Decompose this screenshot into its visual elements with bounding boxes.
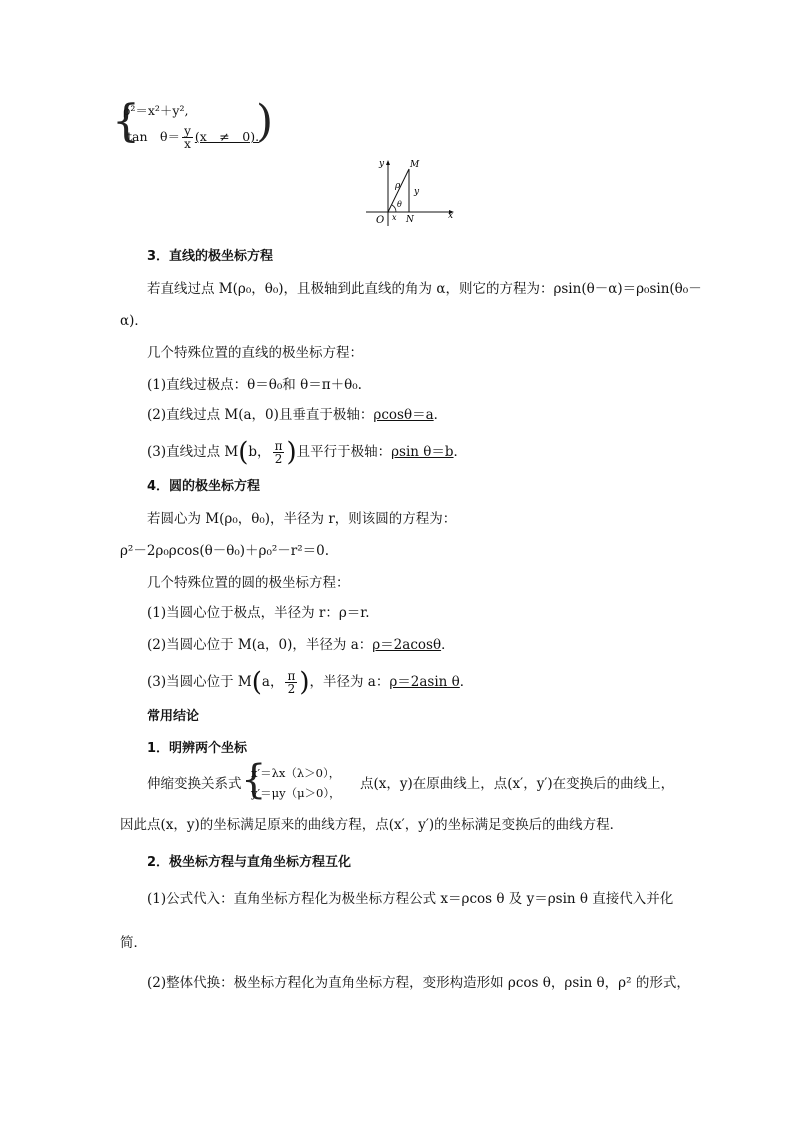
pi-over-two-fraction [273, 440, 285, 465]
section3-item3-prefix: (3)直线过点 M [147, 444, 239, 460]
conclusion1-line2: 因此点(x，y)的坐标满足原来的曲线方程，点(x′，y′)的坐标满足变换后的曲线方程． [120, 817, 624, 833]
section3-item3-end: ． [453, 444, 468, 460]
section3-item3-b: b， [248, 444, 271, 460]
close-paren-large: ) [286, 437, 297, 468]
polar-coordinate-figure [364, 156, 464, 228]
section4-para1: 若圆心为 M(ρ₀，θ₀)，半径为 r，则该圆的方程为： [147, 511, 457, 527]
section3-item3-mid: 且平行于极轴： [296, 444, 392, 460]
label-seg-x: x [392, 213, 397, 222]
conclusion1-suffix: 点(x，y)在原曲线上，点(x′，y′)在变换后的曲线上， [360, 776, 675, 792]
label-theta: θ [397, 200, 402, 209]
label-rho: ρ [395, 181, 401, 191]
section4-heading: 4．圆的极坐标方程 [147, 479, 261, 494]
fraction-numerator: y [184, 124, 191, 138]
formula-line-2-prefix: tan θ＝ [127, 129, 181, 144]
section3-para1-a: 若直线过点 M(ρ₀，θ₀)，且极轴到此直线的角为 α，则它的方程为：ρsin(θ－α)＝ρ₀sin(θ₀－ [147, 281, 702, 297]
conclusion2-item1-b: 简． [120, 935, 147, 951]
section4-item2-prefix: (2)当圆心位于 M(a，0)，半径为 a： [147, 637, 373, 653]
section4-item2-answer: ρ＝2acosθ [372, 637, 442, 653]
two-denominator: 2 [274, 452, 283, 466]
label-origin: O [376, 215, 385, 226]
conclusion1-prefix: 伸缩变换关系式 [147, 776, 242, 792]
pi-over-two-fraction [285, 670, 297, 695]
pi-numerator: π [274, 439, 283, 453]
label-seg-y: y [414, 187, 420, 197]
formula-line-1: ρ²＝x²＋y², [123, 103, 189, 118]
formula-fraction [182, 125, 193, 150]
section3-item2 [147, 406, 447, 424]
label-point-n: N [406, 215, 414, 225]
formula-condition: (x ≠ 0). [194, 129, 260, 144]
section3-heading: 3．直线的极坐标方程 [147, 249, 274, 264]
section4-item2 [147, 636, 455, 654]
section4-item3-mid: ，半径为 a： [309, 674, 390, 690]
section3-item2-prefix: (2)直线过点 M(a，0)且垂直于极轴： [147, 407, 374, 423]
y-axis-arrow [386, 160, 390, 165]
label-x-axis: x [448, 211, 454, 221]
conclusion2-item1-a: (1)公式代入：直角坐标方程化为极坐标方程公式 x＝ρcos θ 及 y＝ρsin θ 直接代入并化 [147, 891, 674, 907]
label-y-axis: y [379, 159, 385, 169]
label-point-m: M [410, 160, 420, 170]
left-brace: { [112, 96, 140, 147]
formula-line-2 [127, 125, 259, 150]
section3-item1: (1)直线过极点：θ＝θ₀和 θ＝π＋θ₀. [147, 377, 362, 393]
conclusion1-system-line2: y′＝μy（μ＞0）， [251, 786, 341, 800]
conclusion2-item2: (2)整体代换：极坐标方程化为直角坐标方程，变形构造形如 ρcos θ，ρsin θ，ρ² 的形式， [147, 975, 690, 991]
conclusion1-heading: 1．明辨两个坐标 [147, 741, 248, 756]
section4-item3-a: a， [261, 674, 284, 690]
section4-item3 [147, 667, 474, 698]
open-paren-large: ( [238, 437, 249, 468]
fraction-denominator: x [184, 137, 191, 151]
two-denominator: 2 [287, 682, 296, 696]
section3-item2-answer: ρcosθ＝a [373, 407, 434, 423]
section3-para1-b: α)． [120, 313, 148, 329]
theta-arc [392, 205, 396, 212]
conclusion2-heading: 2．极坐标方程与直角坐标方程互化 [147, 855, 352, 870]
section4-intro: 几个特殊位置的圆的极坐标方程： [147, 575, 350, 591]
right-paren: ) [256, 96, 274, 147]
conclusions-heading: 常用结论 [147, 709, 200, 724]
system-brace: { [241, 757, 267, 803]
section4-item3-answer: ρ＝2asin θ [389, 674, 460, 690]
close-paren-large: ) [299, 667, 310, 698]
conclusion1-system-line1: x′＝λx（λ＞0）， [251, 766, 341, 780]
section4-equation: ρ²－2ρ₀ρcos(θ－θ₀)＋ρ₀²－r²＝0. [120, 543, 330, 559]
section3-intro: 几个特殊位置的直线的极坐标方程： [147, 345, 363, 361]
section4-item1: (1)当圆心位于极点，半径为 r：ρ＝r. [147, 605, 370, 621]
pi-numerator: π [287, 669, 296, 683]
open-paren-large: ( [251, 667, 262, 698]
section4-item3-prefix: (3)当圆心位于 M [147, 674, 252, 690]
section3-item3-answer: ρsin θ＝b [391, 444, 454, 460]
section3-item3 [147, 437, 468, 468]
section3-item2-end: ． [433, 407, 448, 423]
section4-item2-end: ． [441, 637, 455, 653]
section4-item3-end: ． [459, 674, 474, 690]
